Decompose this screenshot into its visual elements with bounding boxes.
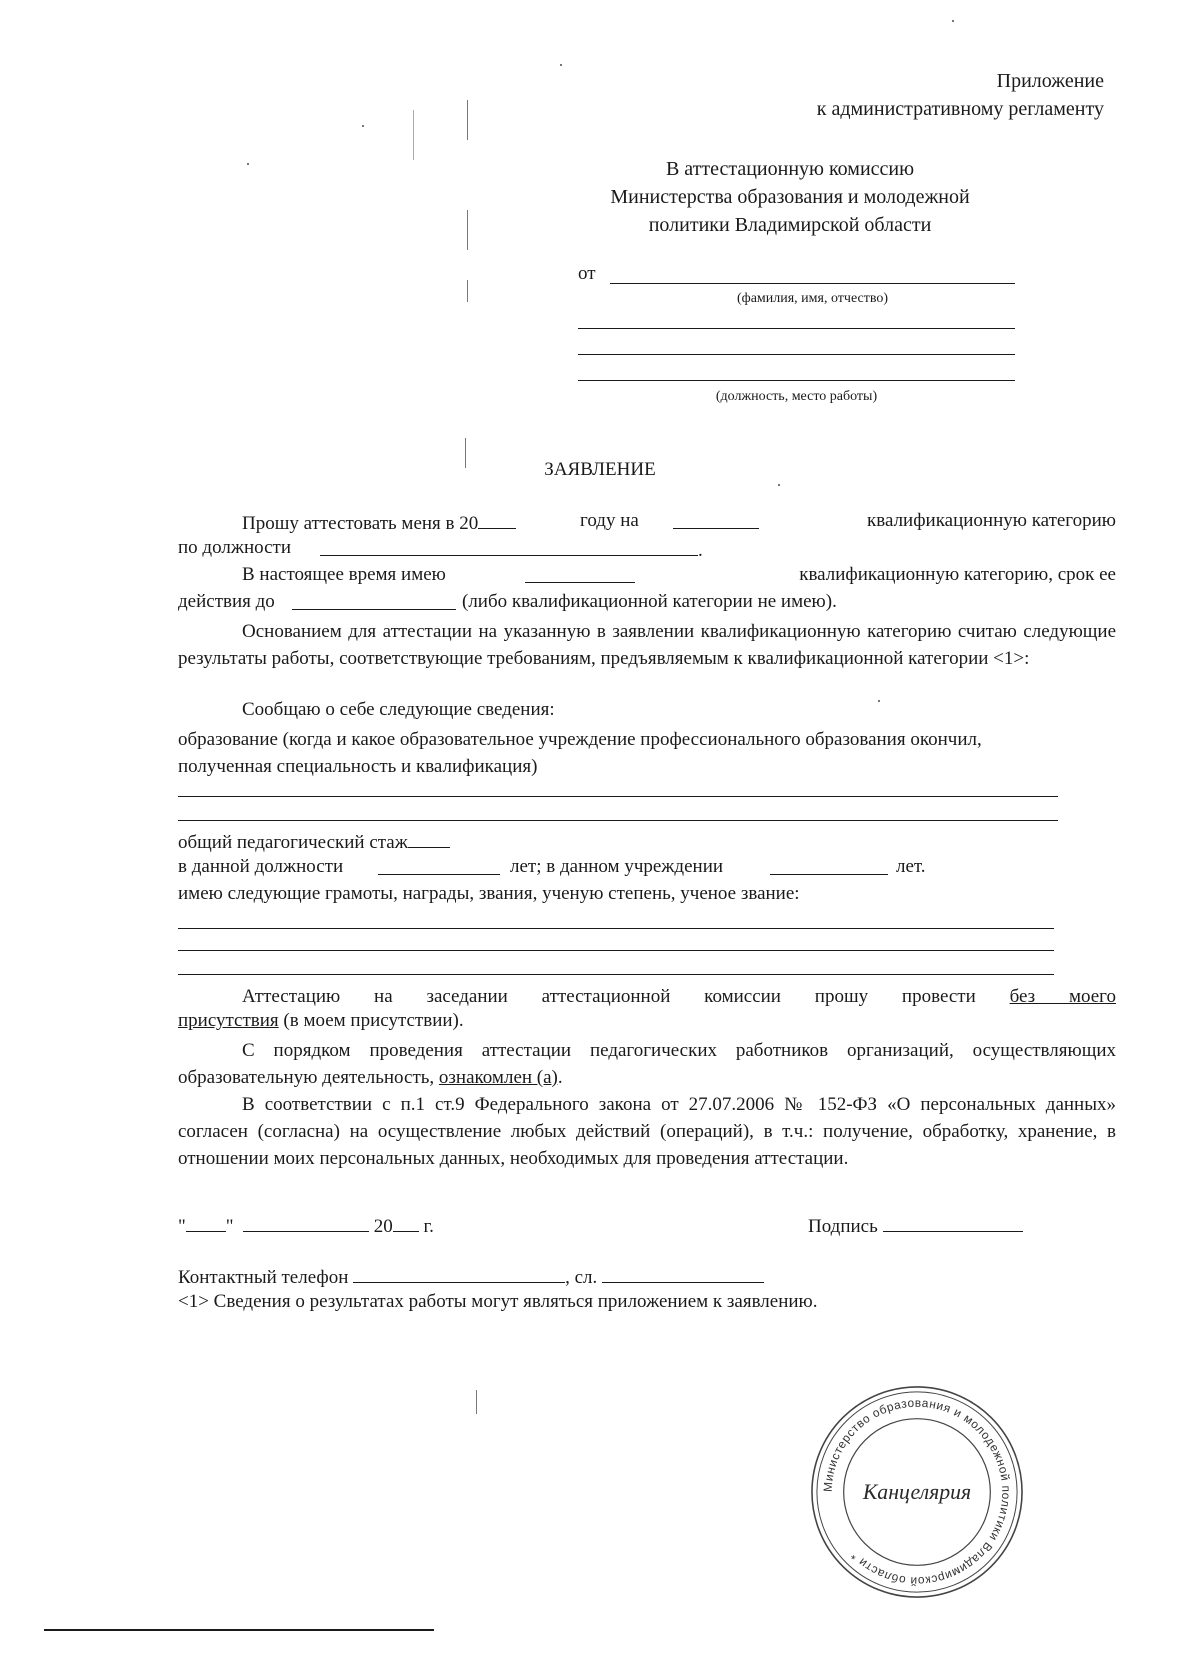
fio-hint: (фамилия, имя, отчество) <box>736 291 889 306</box>
appendix-subtitle: к административному регламенту <box>816 98 1104 120</box>
post-blank[interactable] <box>320 537 698 556</box>
stamp-ring-text: Министерство образования и молодежной политики Владимирской области * <box>820 1395 1014 1589</box>
scan-artifact <box>878 700 880 702</box>
request-text-b: году на <box>580 510 639 531</box>
scan-artifact <box>467 280 468 302</box>
footnote: <1> Сведения о результатах работы могут являться приложением к заявлению. <box>178 1291 818 1312</box>
awards-line-1[interactable] <box>178 928 1054 929</box>
stamp-center-text: Канцелярия <box>862 1479 972 1504</box>
valid-until-note: (либо квалификационной категории не имею). <box>462 591 837 612</box>
from-label: от <box>578 263 596 284</box>
valid-until-label: действия до <box>178 591 275 612</box>
position-hint: (должность, место работы) <box>715 389 878 404</box>
position-line-3[interactable] <box>578 380 1015 381</box>
attestation-presence-line-1: Аттестацию на заседании аттестационной комиссии прошу провести без моего <box>242 986 1116 1007</box>
awards-label: имею следующие грамоты, награды, звания, ученую степень, ученое звание: <box>178 883 800 904</box>
without-presence-option-cont[interactable]: присутствия <box>178 1010 279 1031</box>
day-blank[interactable] <box>186 1213 226 1232</box>
education-line-2[interactable] <box>178 820 1058 821</box>
scan-artifact <box>467 210 468 250</box>
position-line-1[interactable] <box>578 328 1015 329</box>
addressee-line-1: В аттестационную комиссию <box>665 158 915 180</box>
experience-blank[interactable] <box>408 829 450 848</box>
position-years-blank[interactable] <box>378 856 500 875</box>
signature-blank[interactable] <box>883 1213 1023 1232</box>
addressee-line-3: политики Владимирской области <box>648 214 932 236</box>
awards-line-3[interactable] <box>178 974 1054 975</box>
position-line-2[interactable] <box>578 354 1015 355</box>
attestation-presence-line-2: присутствия (в моем присутствии). <box>178 1010 464 1031</box>
valid-until-blank[interactable] <box>292 591 456 610</box>
phone-blank[interactable] <box>353 1264 565 1283</box>
bottom-rule <box>44 1629 434 1631</box>
extension-blank[interactable] <box>602 1264 764 1283</box>
position-years-label: в данной должности <box>178 856 344 877</box>
signature-label: Подпись <box>808 1213 1023 1238</box>
education-line-1[interactable] <box>178 796 1058 797</box>
document-title: ЗАЯВЛЕНИЕ <box>544 459 656 480</box>
date-year-blank[interactable] <box>393 1213 419 1232</box>
current-category-text-b: квалификационную категорию, срок ее <box>799 564 1116 585</box>
addressee-line-2: Министерства образования и молодежной <box>610 186 970 208</box>
scan-artifact <box>476 1390 477 1414</box>
year-blank[interactable] <box>478 510 516 529</box>
experience-label: общий педагогический стаж <box>178 829 450 854</box>
scan-artifact <box>952 20 954 22</box>
scan-artifact <box>465 438 466 468</box>
fio-line[interactable] <box>610 283 1015 284</box>
institution-years-blank[interactable] <box>770 856 888 875</box>
month-blank[interactable] <box>243 1213 369 1232</box>
scan-artifact <box>413 110 414 160</box>
scan-artifact <box>247 163 249 165</box>
current-category-blank[interactable] <box>525 564 635 583</box>
scan-artifact <box>560 64 562 66</box>
office-stamp <box>808 1383 1026 1601</box>
without-presence-option[interactable]: без моего <box>1009 986 1116 1007</box>
acknowledged-option[interactable]: ознакомлен (а) <box>438 1067 558 1088</box>
scan-artifact <box>362 125 364 127</box>
request-text-a: Прошу аттестовать меня в 20 <box>242 510 516 535</box>
grounds-paragraph: Основанием для аттестации на указанную в заявлении квалификационную категорию считаю следующие результаты работы, соответствующие требованиям, предъявляемым к квалификационной категории <1>: <box>178 621 1116 669</box>
scan-artifact <box>778 484 780 486</box>
phone-field: Контактный телефон , сл. <box>178 1264 764 1289</box>
post-label: по должности <box>178 537 291 558</box>
current-category-text: В настоящее время имею <box>242 564 446 585</box>
order-acknowledgement: С порядком проведения аттестации педагогических работников организаций, осуществляющих образовательную деятельность, ознакомлен (а). <box>178 1040 1116 1088</box>
personal-data-consent: В соответствии с п.1 ст.9 Федерального закона от 27.07.2006 № 152-ФЗ «О персональных данных» согласен (согласна) на осуществление любых действий (операций), в т.ч.: получение, обработку, хранение, в отношении моих персональных данных, необходимых для проведения аттестации. <box>178 1094 1116 1169</box>
appendix-title: Приложение <box>996 70 1104 92</box>
info-intro: Сообщаю о себе следующие сведения: <box>242 699 555 720</box>
category-blank[interactable] <box>673 510 759 529</box>
request-text-c: квалификационную категорию <box>867 510 1116 531</box>
scan-artifact <box>467 100 468 140</box>
education-label: образование (когда и какое образовательное учреждение профессионального образования окончил, полученная специальность и квалификация) <box>178 729 982 777</box>
awards-line-2[interactable] <box>178 950 1054 951</box>
years-suffix: лет. <box>896 856 926 877</box>
date-field: " " 20 г. <box>178 1213 434 1238</box>
institution-years-label: лет; в данном учреждении <box>510 856 724 877</box>
